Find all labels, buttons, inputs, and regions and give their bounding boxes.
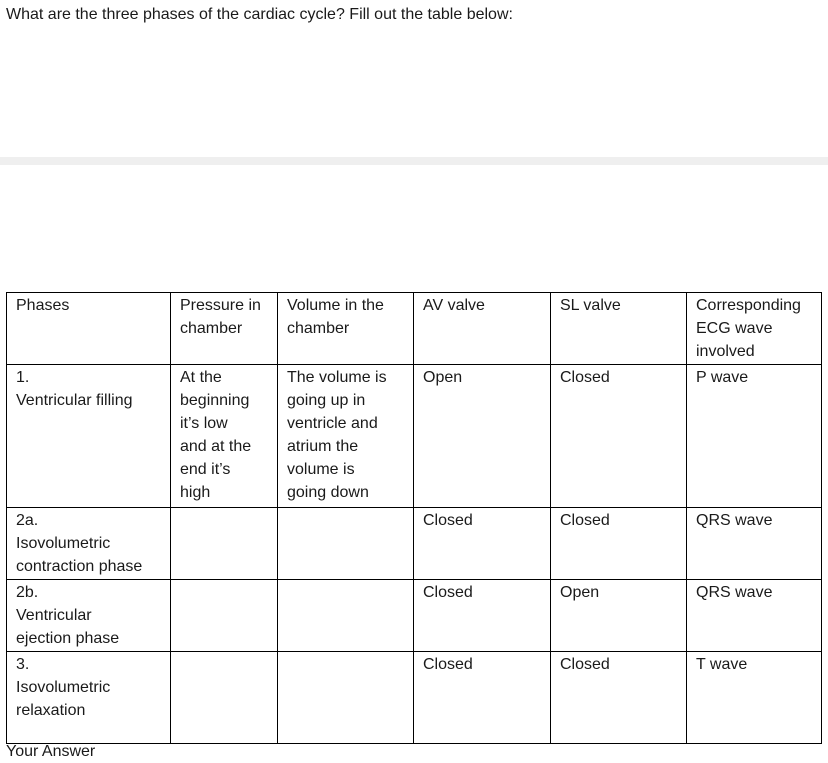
- volume-cell: [278, 508, 414, 580]
- question-text: What are the three phases of the cardiac cycle? Fill out the table below:: [6, 6, 513, 23]
- av-valve-cell: Closed: [414, 652, 551, 744]
- section-divider: [0, 157, 828, 165]
- av-valve-cell: Closed: [414, 508, 551, 580]
- cardiac-cycle-table: [6, 292, 822, 744]
- table-row: [7, 508, 822, 580]
- volume-cell: [278, 652, 414, 744]
- sl-valve-cell: Open: [551, 580, 687, 652]
- sl-valve-cell: Closed: [551, 365, 687, 508]
- phase-cell: 1. Ventricular filling: [7, 365, 171, 508]
- pressure-cell: [171, 652, 278, 744]
- av-valve-cell: Open: [414, 365, 551, 508]
- header-volume: Volume in the chamber: [278, 293, 414, 365]
- answer-label: Your Answer: [6, 743, 96, 760]
- phase-cell: 2b. Ventricular ejection phase: [7, 580, 171, 652]
- header-pressure: Pressure in chamber: [171, 293, 278, 365]
- pressure-cell: [171, 508, 278, 580]
- phase-cell: 2a. Isovolumetric contraction phase: [7, 508, 171, 580]
- pressure-cell: [171, 580, 278, 652]
- table-row: [7, 652, 822, 744]
- header-ecg-wave: Corresponding ECG wave involved: [687, 293, 822, 365]
- header-sl-valve: SL valve: [551, 293, 687, 365]
- header-av-valve: AV valve: [414, 293, 551, 365]
- ecg-wave-cell: P wave: [687, 365, 822, 508]
- ecg-wave-cell: QRS wave: [687, 508, 822, 580]
- sl-valve-cell: Closed: [551, 508, 687, 580]
- volume-cell: [278, 580, 414, 652]
- table-row: [7, 365, 822, 508]
- header-row: [7, 293, 822, 365]
- pressure-cell: At the beginning it’s low and at the end it’s high: [171, 365, 278, 508]
- header-phases: Phases: [7, 293, 171, 365]
- volume-cell: The volume is going up in ventricle and atrium the volume is going down: [278, 365, 414, 508]
- ecg-wave-cell: T wave: [687, 652, 822, 744]
- sl-valve-cell: Closed: [551, 652, 687, 744]
- phase-cell: 3. Isovolumetric relaxation: [7, 652, 171, 744]
- av-valve-cell: Closed: [414, 580, 551, 652]
- table-row: [7, 580, 822, 652]
- ecg-wave-cell: QRS wave: [687, 580, 822, 652]
